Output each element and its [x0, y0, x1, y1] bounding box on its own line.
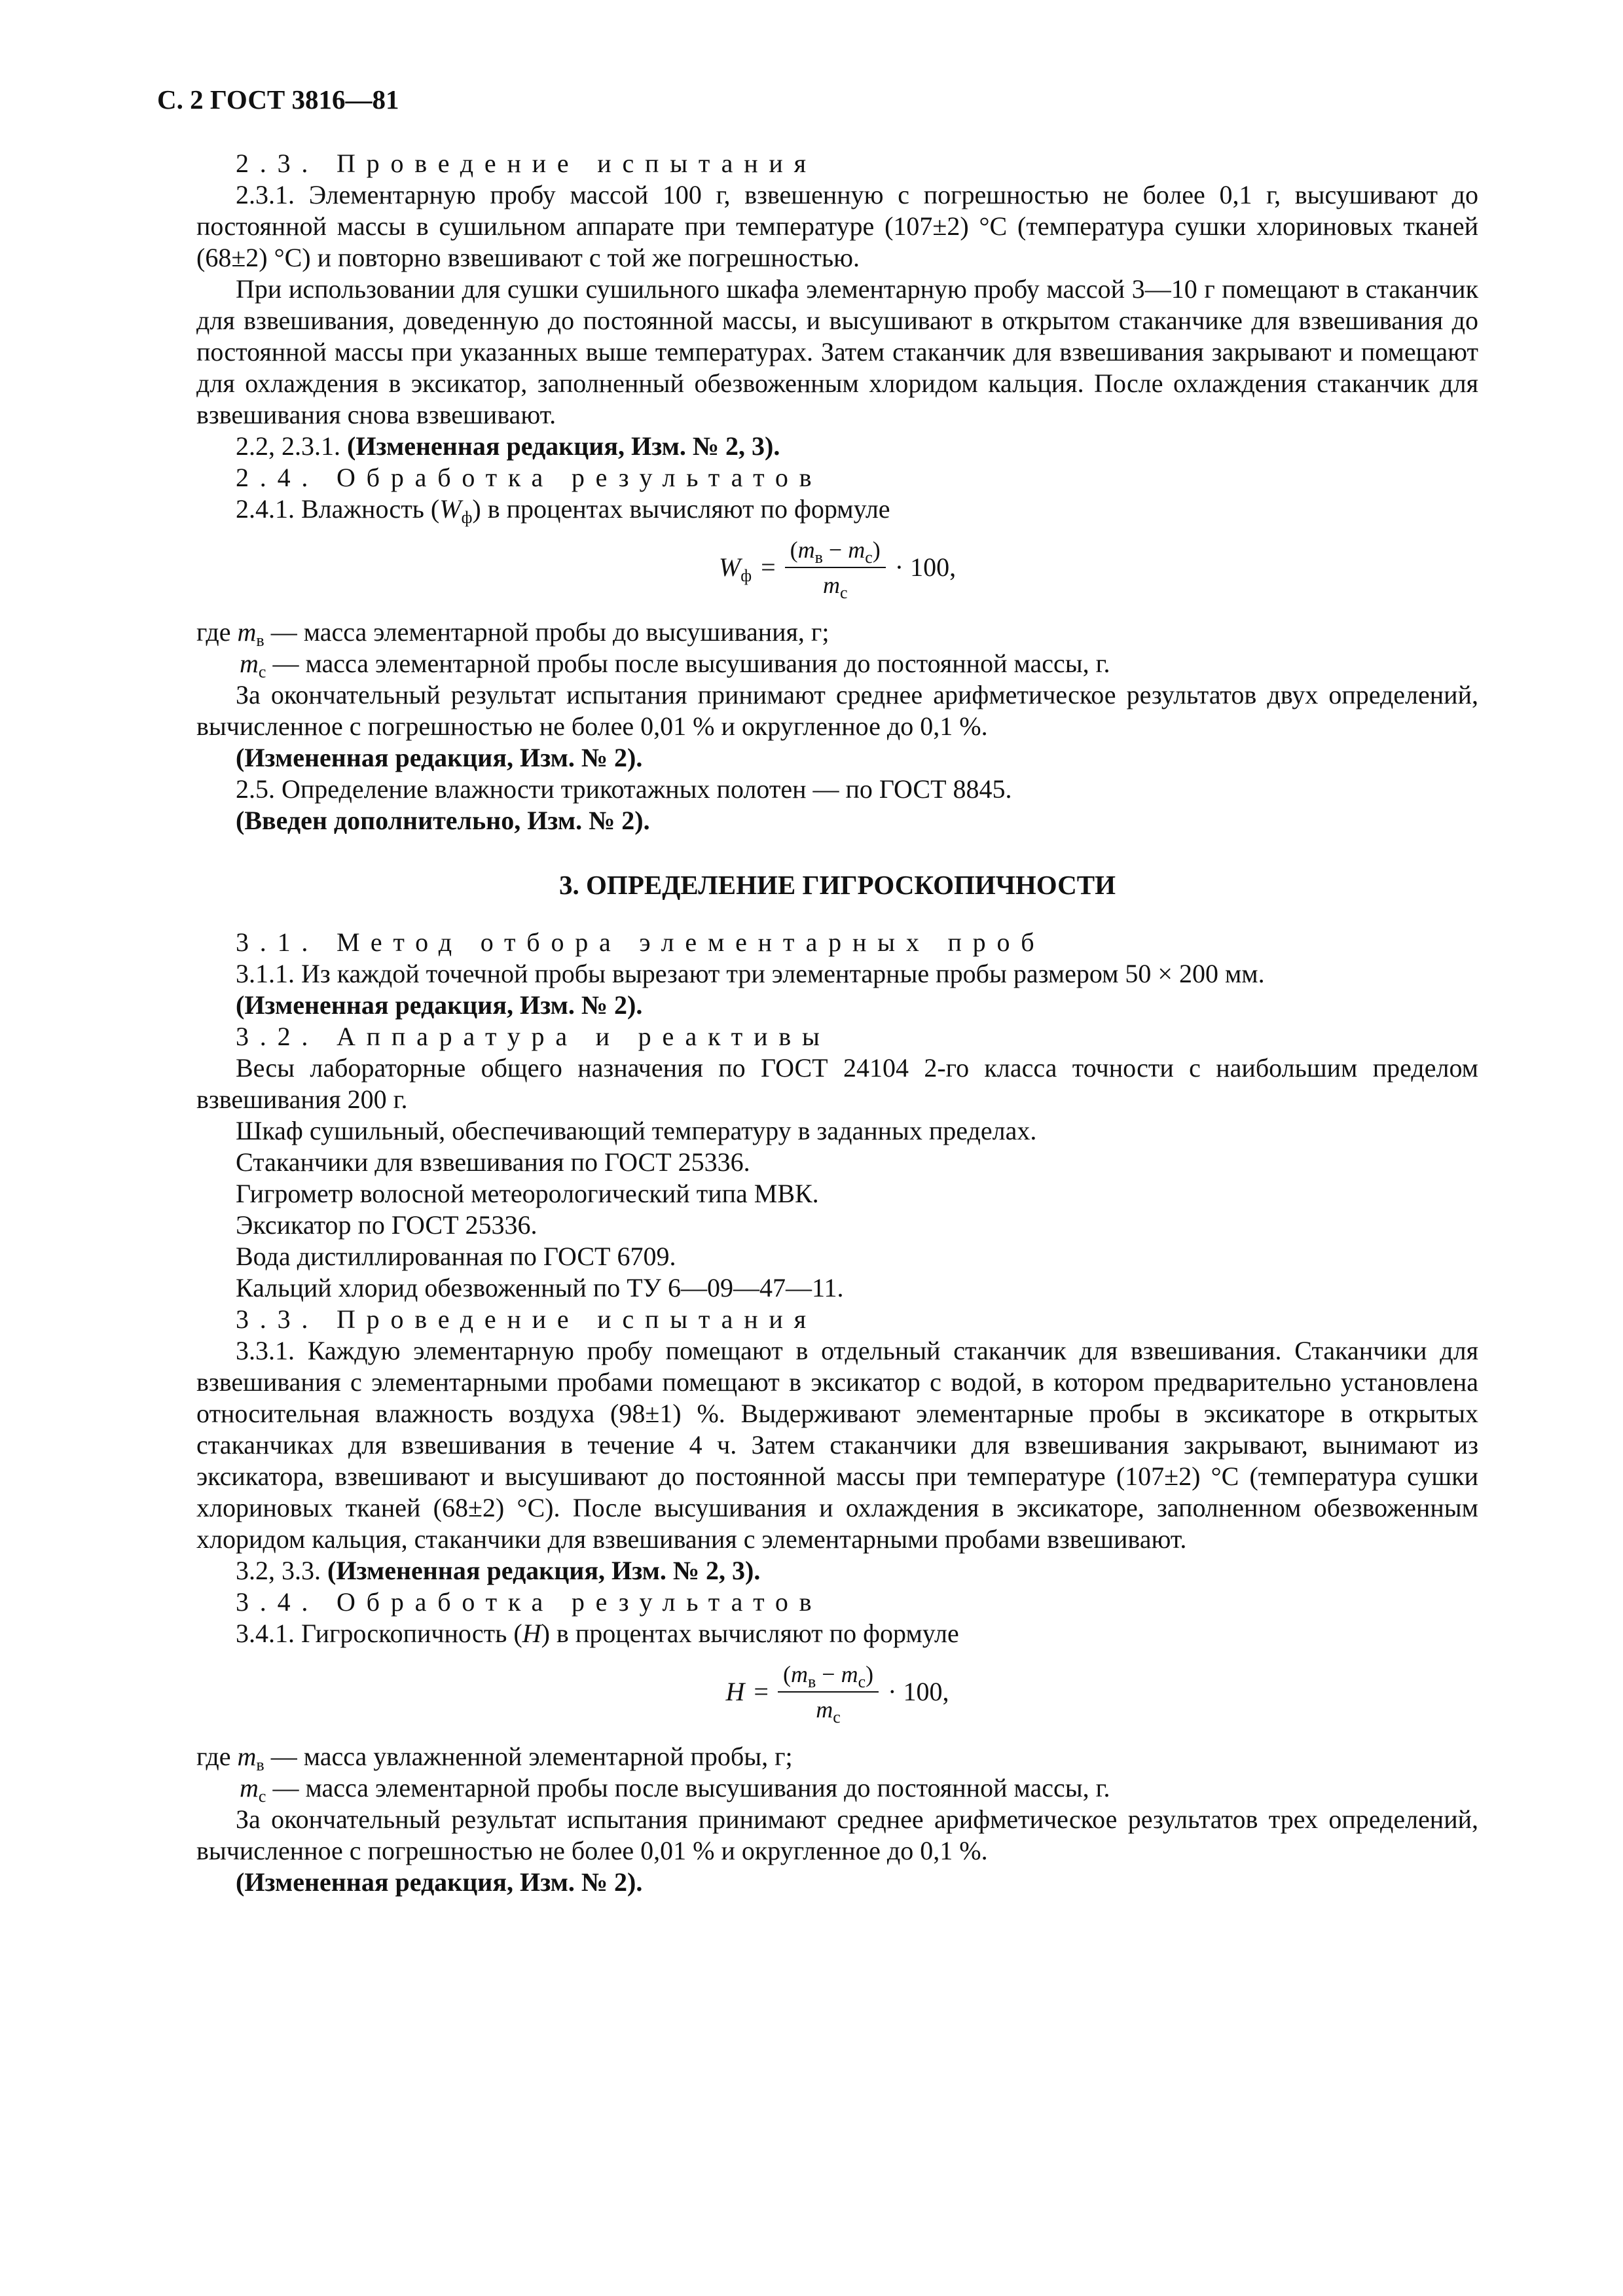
paragraph-2-3-1-drying-cabinet: При использовании для сушки сушильного шкафа элементарную пробу массой 3—10 г помещают в стаканчик для взвешивания, доведенную до постоянной массы, и высушивают в открытом стаканчике для взвешивания до постоянной массы при указанных выше температурах. Затем стаканчик для взвешивания закрывают и помещают для охлаждения в эксикатор, заполненный обезвоженным хлоридом кальция. После охлаждения стаканчик для взвешивания снова взвешивают.	[196, 274, 1478, 429]
section-title-3-4: 3.4. Обработка результатов	[236, 1587, 823, 1617]
formula-equals: =	[754, 1677, 769, 1706]
amendment-note-d: (Измененная редакция, Изм. № 2).	[236, 1867, 643, 1897]
equipment-item-calcium-chloride: Кальций хлорид обезвоженный по ТУ 6—09—47—11.	[236, 1273, 844, 1302]
formula-lhs	[719, 552, 752, 583]
where-line-1: где $m_в$ — масса элементарной пробы до высушивания, г;	[196, 617, 830, 650]
formula-fraction	[785, 534, 886, 601]
section-title-3-2: 3.2. Аппаратура и реактивы	[236, 1022, 831, 1051]
paragraph-3-4-1	[196, 1618, 1478, 1649]
paragraph-2-4-1	[196, 493, 1478, 525]
page-header: С. 2 ГОСТ 3816—81	[157, 84, 399, 115]
equipment-item-desiccator: Эксикатор по ГОСТ 25336.	[236, 1210, 538, 1240]
equipment-item-cups: Стаканчики для взвешивания по ГОСТ 25336.	[236, 1147, 750, 1177]
section-title-2-4: 2.4. Обработка результатов	[236, 463, 823, 492]
paragraph-2-3-1: 2.3.1. Элементарную пробу массой 100 г, взвешенную с погрешностью не более 0,1 г, высушивают до постоянной массы в сушильном аппарате при температуре (107±2) °С (температура сушки хлориновых тканей (68±2) °С) и повторно взвешивают с той же погрешностью.	[196, 180, 1478, 272]
formula-numerator: $(m_в - m_с)$	[785, 534, 886, 568]
text-fragment: 3.4.1. Гигроскопичность (	[236, 1619, 522, 1648]
equipment-item-hygrometer: Гигрометр волосной метеорологический типа МВК.	[236, 1179, 819, 1208]
paragraph-result-2: За окончательный результат испытания принимают среднее арифметическое результатов двух определений, вычисленное с погрешностью не более 0,01 % и округленное до 0,1 %.	[196, 680, 1478, 741]
formula-denominator: $m_с$	[816, 1696, 841, 1727]
amendment-note-b: (Введен дополнительно, Изм. № 2).	[236, 806, 650, 835]
formula-subscript: ф	[740, 566, 752, 585]
paragraph-2-5: 2.5. Определение влажности трикотажных полотен — по ГОСТ 8845.	[236, 774, 1012, 804]
section-title-2-3: 2.3. Проведение испытания	[236, 149, 817, 178]
formula-denominator: $m_с$	[822, 572, 848, 602]
where-line-2: $m_с$ — масса элементарной пробы после высушивания до постоянной массы, г.	[240, 649, 1110, 681]
amendment-note-2-2	[196, 431, 1478, 462]
text-fragment: 2.4.1. Влажность (	[236, 494, 440, 524]
symbol-w: W	[439, 494, 462, 524]
section-title-3-1: 3.1. Метод отбора элементарных проб	[236, 927, 1046, 957]
amendment-text: (Измененная редакция, Изм. № 2, 3).	[327, 1556, 761, 1585]
where-line-4: $m_с$ — масса элементарной пробы после высушивания до постоянной массы, г.	[240, 1773, 1110, 1806]
equipment-item-scales: Весы лабораторные общего назначения по ГОСТ 24104 2-го класса точности с наибольшим пределом взвешивания 200 г.	[196, 1053, 1478, 1114]
amendment-ref: 3.2, 3.3.	[236, 1556, 327, 1585]
formula-hygroscopicity	[196, 1659, 1478, 1732]
amendment-note-3-2	[196, 1555, 1478, 1587]
amendment-note-a: (Измененная редакция, Изм. № 2).	[236, 743, 643, 772]
formula-lhs: H	[725, 1677, 745, 1706]
chapter-title-3: 3. ОПРЕДЕЛЕНИЕ ГИГРОСКОПИЧНОСТИ	[559, 870, 1116, 900]
formula-symbol: W	[718, 552, 741, 582]
symbol-subscript: ф	[461, 508, 473, 527]
paragraph-3-3-1: 3.3.1. Каждую элементарную пробу помещают в отдельный стаканчик для взвешивания. Стаканчики для взвешивания с элементарными пробами помещают в эксикатор с водой, в котором предварительно установлена относительная влажность воздуха (98±1) %. Выдерживают элементарные пробы в эксикаторе в открытых стаканчиках для взвешивания в течение 4 ч. Затем стаканчики для взвешивания закрывают, вынимают из эксикатора, взвешивают и высушивают до постоянной массы при температуре (107±2) °С (температура сушки хлориновых тканей (68±2) °С). После высушивания и охлаждения в эксикаторе, заполненном обезвоженным хлоридом кальция, стаканчики для взвешивания с элементарными пробами взвешивают.	[196, 1336, 1478, 1554]
paragraph-result-3: За окончательный результат испытания принимают среднее арифметическое результатов трех определений, вычисленное с погрешностью не более 0,01 % и округленное до 0,1 %.	[196, 1804, 1478, 1865]
where-line-3: где $m_в$ — масса увлажненной элементарной пробы, г;	[196, 1742, 793, 1774]
formula-tail: · 100,	[888, 1677, 949, 1706]
amendment-note-c: (Измененная редакция, Изм. № 2).	[236, 990, 643, 1020]
formula-tail: · 100,	[894, 552, 957, 582]
text-fragment: ) в процентах вычисляют по формуле	[541, 1619, 959, 1648]
text-fragment: ) в процентах вычисляют по формуле	[472, 494, 890, 524]
document-body	[196, 148, 1478, 1898]
formula-equals: =	[761, 552, 776, 582]
symbol-h: H	[522, 1619, 541, 1648]
formula-fraction	[778, 1659, 879, 1725]
amendment-text: (Измененная редакция, Изм. № 2, 3).	[347, 431, 780, 461]
formula-numerator: $(m_в - m_с)$	[778, 1659, 879, 1693]
formula-moisture	[196, 534, 1478, 607]
paragraph-3-1-1: 3.1.1. Из каждой точечной пробы вырезают три элементарные пробы размером 50 × 200 мм.	[236, 959, 1265, 988]
equipment-item-water: Вода дистиллированная по ГОСТ 6709.	[236, 1242, 676, 1271]
amendment-ref: 2.2, 2.3.1.	[236, 431, 347, 461]
section-title-3-3: 3.3. Проведение испытания	[236, 1304, 817, 1334]
equipment-item-oven: Шкаф сушильный, обеспечивающий температуру в заданных пределах.	[236, 1116, 1037, 1145]
